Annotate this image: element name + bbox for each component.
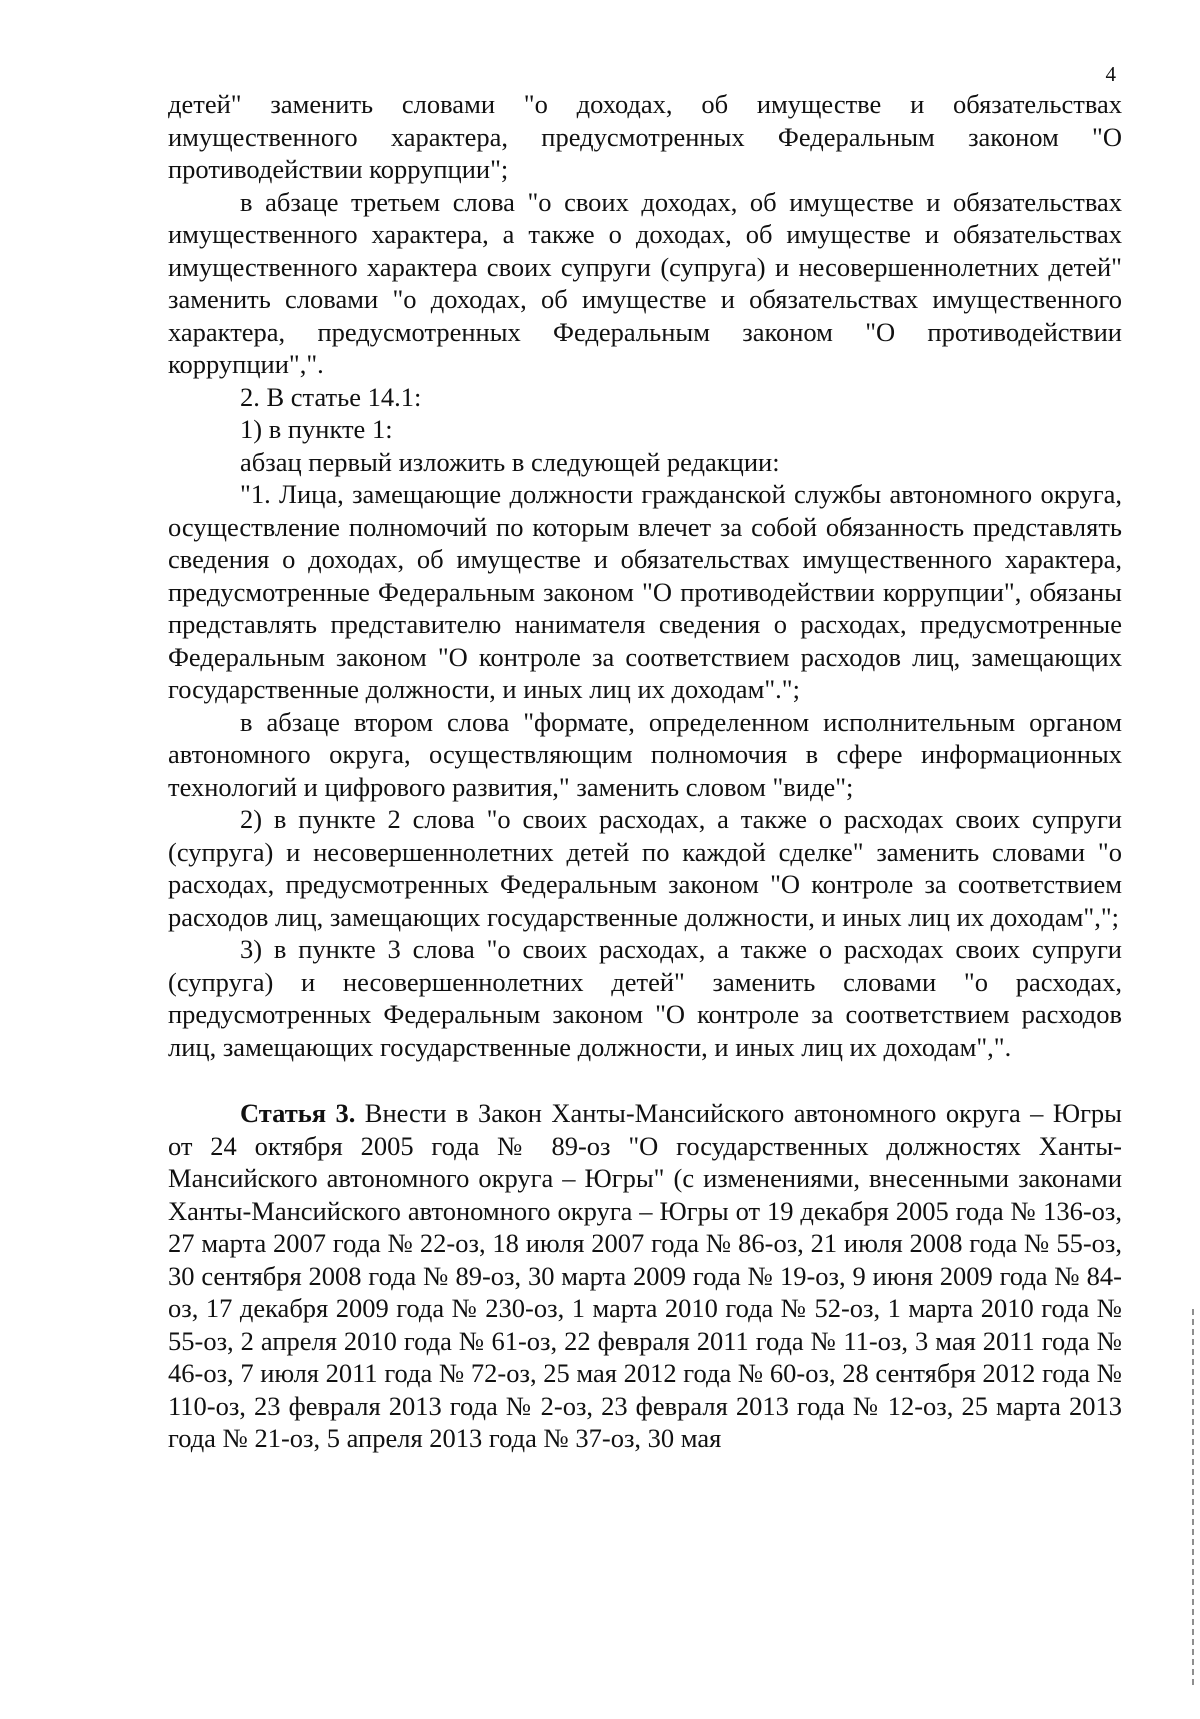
paragraph-new-wording: "1. Лица, замещающие должности гражданской службы автономного округа, осуществление полномочий по которым влечет за собой обязанность представлять сведения о доходах, об имуществе и обязательствах имущественного характера, предусмотренные Федеральным законом "О противодействии коррупции", обязаны представлять представителю нанимателя сведения о расходах, предусмотренные Федеральным законом "О контроле за соответствием расходов лиц, замещающих государственные должности, и иных лиц их доходам"."; xyxy=(168,479,1122,704)
paragraph-punkt-1: 1) в пункте 1: xyxy=(240,414,393,444)
paragraph-article-3 xyxy=(168,1097,1122,1455)
article-3-text: Внести в Закон Ханты-Мансийского автономного округа – Югры от 24 октября 2005 года № 89-оз "О государственных должностях Ханты-Мансийского автономного округа – Югры" (с изменениями, внесенными законами Ханты-Мансийского автономного округа – Югры от 19 декабря 2005 года № 136-оз, 27 марта 2007 года № 22-оз, 18 июля 2007 года № 86-оз, 21 июля 2008 года № 55-оз, 30 сентября 2008 года № 89-оз, 30 марта 2009 года № 19-оз, 9 июня 2009 года № 84-оз, 17 декабря 2009 года № 230-оз, 1 марта 2010 года № 52-оз, 1 марта 2010 года № 55-оз, 2 апреля 2010 года № 61-оз, 22 февраля 2011 года № 11-оз, 3 мая 2011 года № 46-оз, 7 июля 2011 года № 72-оз, 25 мая 2012 года № 60-оз, 28 сентября 2012 года № 110-оз, 23 февраля 2013 года № 2-оз, 23 февраля 2013 года № 12-оз, 25 марта 2013 года № 21-оз, 5 апреля 2013 года № 37-оз, 30 мая xyxy=(168,1098,1122,1453)
paragraph-abzac-perviy: абзац первый изложить в следующей редакции: xyxy=(240,446,780,477)
page-number: 4 xyxy=(1105,62,1116,86)
paragraph-abzac-tretiy: в абзаце третьем слова "о своих доходах, об имуществе и обязательствах имущественного характера, а также о доходах, об имуществе и обязательствах имущественного характера своих супруги (супруга) и несовершеннолетних детей" заменить словами "о доходах, об имуществе и обязательствах имущественного характера, предусмотренных Федеральным законом "О противодействии коррупции",". xyxy=(168,186,1122,379)
document-body xyxy=(168,88,1122,1455)
paragraph-abzac-vtoroy: в абзаце втором слова "формате, определенном исполнительным органом автономного округа, осуществляющим полномочия в сфере информационных технологий и цифрового развития," заменить словом "виде"; xyxy=(168,706,1122,802)
paragraph-statya-14-1: 2. В статье 14.1: xyxy=(240,381,422,412)
article-3-label: Статья 3. xyxy=(240,1098,356,1128)
scan-edge-mark xyxy=(1192,1309,1194,1689)
paragraph-continuation: детей" заменить словами "о доходах, об имуществе и обязательствах имущественного характера, предусмотренных Федеральным законом "О противодействии коррупции"; xyxy=(168,89,1122,184)
paragraph-punkt-3: 3) в пункте 3 слова "о своих расходах, а также о расходах своих супруги (супруга) и несовершеннолетних детей" заменить словами "о расходах, предусмотренных Федеральным законом "О контроле за соответствием расходов лиц, замещающих государственные должности, и иных лиц их доходам",". xyxy=(168,934,1122,1062)
paragraph-punkt-2: 2) в пункте 2 слова "о своих расходах, а также о расходах своих супруги (супруга) и несовершеннолетних детей по каждой сделке" заменить словами "о расходах, предусмотренных Федеральным законом "О контроле за соответствием расходов лиц, замещающих государственные должности, и иных лиц их доходам","; xyxy=(168,804,1122,932)
